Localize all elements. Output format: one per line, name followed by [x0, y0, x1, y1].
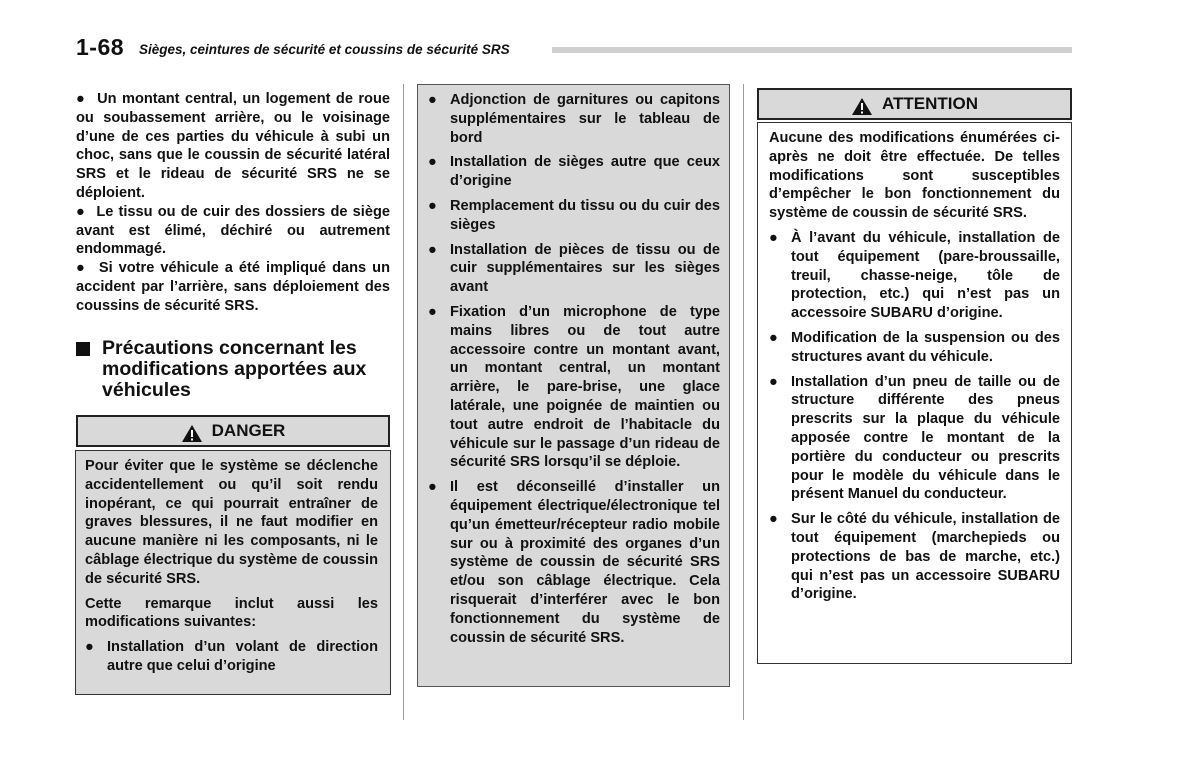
list-item	[428, 241, 720, 297]
list-item-text: Modification de la suspension ou des structures avant du véhicule.	[791, 329, 1060, 365]
list-item	[428, 197, 720, 235]
danger-label	[76, 415, 390, 447]
header-rule	[552, 47, 1072, 53]
bullet-marker: ●	[428, 92, 437, 108]
list-item	[769, 510, 1060, 604]
attention-intro: Aucune des modifications énumérées ci-après ne doit être effectuée. De telles modifications sont susceptibles d’empêcher le bon fonctionnement du système de coussin de sécurité SRS.	[769, 130, 1060, 222]
bullet-marker: ●	[85, 639, 94, 656]
list-item-text: Il est déconseillé d’installer un équipement électrique/électronique tel qu’un émetteur/récepteur radio mobile sur ou à proximité des organes d’un système de coussin de sécurité SRS et/ou son câblage électrique. Cela risquerait d’interférer avec le bon fonctionnement du système de coussin de sécurité SRS.	[450, 479, 720, 646]
page-number: 1-68	[76, 34, 125, 60]
list-item	[769, 373, 1060, 505]
list-item	[76, 203, 390, 259]
list-item-text: À l’avant du véhicule, installation de tout équipement (pare-broussaille, treuil, chasse-neige, tôle de protection, etc.) qui n’est pas un accessoire SUBARU d’origine.	[791, 229, 1060, 322]
column-divider	[743, 84, 744, 720]
list-item-text: Installation d’un pneu de taille ou de structure différente des pneus prescrits sur la plaque du véhicule apposée contre le montant de la portière du conducteur ou prescrits pour le modèle du véhicule dans le présent Manuel du conducteur.	[791, 373, 1060, 503]
list-item	[85, 638, 378, 676]
left-column	[76, 90, 390, 316]
list-item-text: Remplacement du tissu ou du cuir des sièges	[450, 197, 720, 233]
column-divider	[403, 84, 404, 720]
bullet-marker: ●	[428, 197, 437, 214]
bullet-marker: ●	[76, 203, 86, 220]
list-item-text: Adjonction de garnitures ou capitons supplémentaires sur le tableau de bord	[450, 92, 720, 146]
attention-box	[757, 122, 1072, 664]
list-item	[769, 329, 1060, 367]
list-item	[428, 91, 720, 147]
list-item	[428, 153, 720, 191]
list-item-text: Fixation d’un microphone de type mains libres ou de tout autre accessoire contre un montant avant, un montant central, un montant arrière, le pare-brise, une glace latérale, une poignée de maintien ou tout autre endroit de l’habitacle du véhicule sur le passage d’un rideau de sécurité SRS lorsqu’il se déploie.	[450, 303, 720, 471]
danger-label-text: DANGER	[211, 421, 286, 440]
page-header	[76, 34, 1072, 64]
warning-triangle-icon	[181, 424, 203, 443]
bullet-marker: ●	[428, 154, 437, 171]
danger-box	[75, 450, 391, 695]
bullet-marker: ●	[76, 260, 87, 277]
list-item-text: Si votre véhicule a été impliqué dans un accident par l’arrière, sans déploiement des coussins de sécurité SRS.	[76, 260, 390, 314]
attention-label	[757, 88, 1072, 120]
bullet-marker: ●	[769, 511, 778, 528]
danger-paragraph: Pour éviter que le système se déclenche accidentellement ou qu’il soit rendu inopérant, ce qui pourrait entraîner de graves blessures, il ne faut modifier en aucune manière ni les composants, ni le câblage électrique du système de coussin de sécurité SRS.	[85, 458, 378, 587]
danger-paragraph: Cette remarque inclut aussi les modifications suivantes:	[85, 595, 378, 631]
bullet-marker: ●	[76, 91, 87, 107]
list-item-text: Installation de pièces de tissu ou de cuir supplémentaires sur les sièges avant	[450, 241, 720, 296]
list-item-text: Un montant central, un logement de roue ou soubassement arrière, ou le voisinage d’une de ces parties du véhicule à subi un choc, sans que le coussin de sécurité latéral SRS et le rideau de sécurité SRS ne se déploient.	[76, 91, 390, 201]
bullet-marker: ●	[428, 303, 437, 320]
bullet-marker: ●	[428, 241, 437, 258]
bullet-marker: ●	[769, 229, 778, 246]
list-item-text: Le tissu ou de cuir des dossiers de siège avant est élimé, déchiré ou autrement endommagé.	[76, 203, 390, 258]
list-item-text: Installation d’un volant de direction autre que celui d’origine	[107, 639, 378, 674]
bullet-marker: ●	[769, 329, 778, 346]
section-heading-text: Précautions concernant les modifications apportées aux véhicules	[102, 337, 367, 401]
warning-triangle-icon	[851, 97, 873, 116]
list-item	[428, 303, 720, 472]
black-square-icon	[76, 342, 90, 356]
attention-label-text: ATTENTION	[881, 94, 978, 113]
bullet-marker: ●	[769, 373, 778, 390]
bullet-marker: ●	[428, 479, 437, 496]
list-item	[76, 259, 390, 315]
list-item	[769, 229, 1060, 323]
running-title: Sièges, ceintures de sécurité et coussins de sécurité SRS	[139, 42, 510, 57]
list-item-text: Installation de sièges autre que ceux d’origine	[450, 154, 720, 190]
list-item	[428, 478, 720, 647]
modifications-box	[417, 84, 730, 687]
list-item	[76, 90, 390, 203]
list-item-text: Sur le côté du véhicule, installation de tout équipement (marchepieds ou protections de bas de marche, etc.) qui n’est pas un accessoire SUBARU d’origine.	[791, 511, 1060, 603]
